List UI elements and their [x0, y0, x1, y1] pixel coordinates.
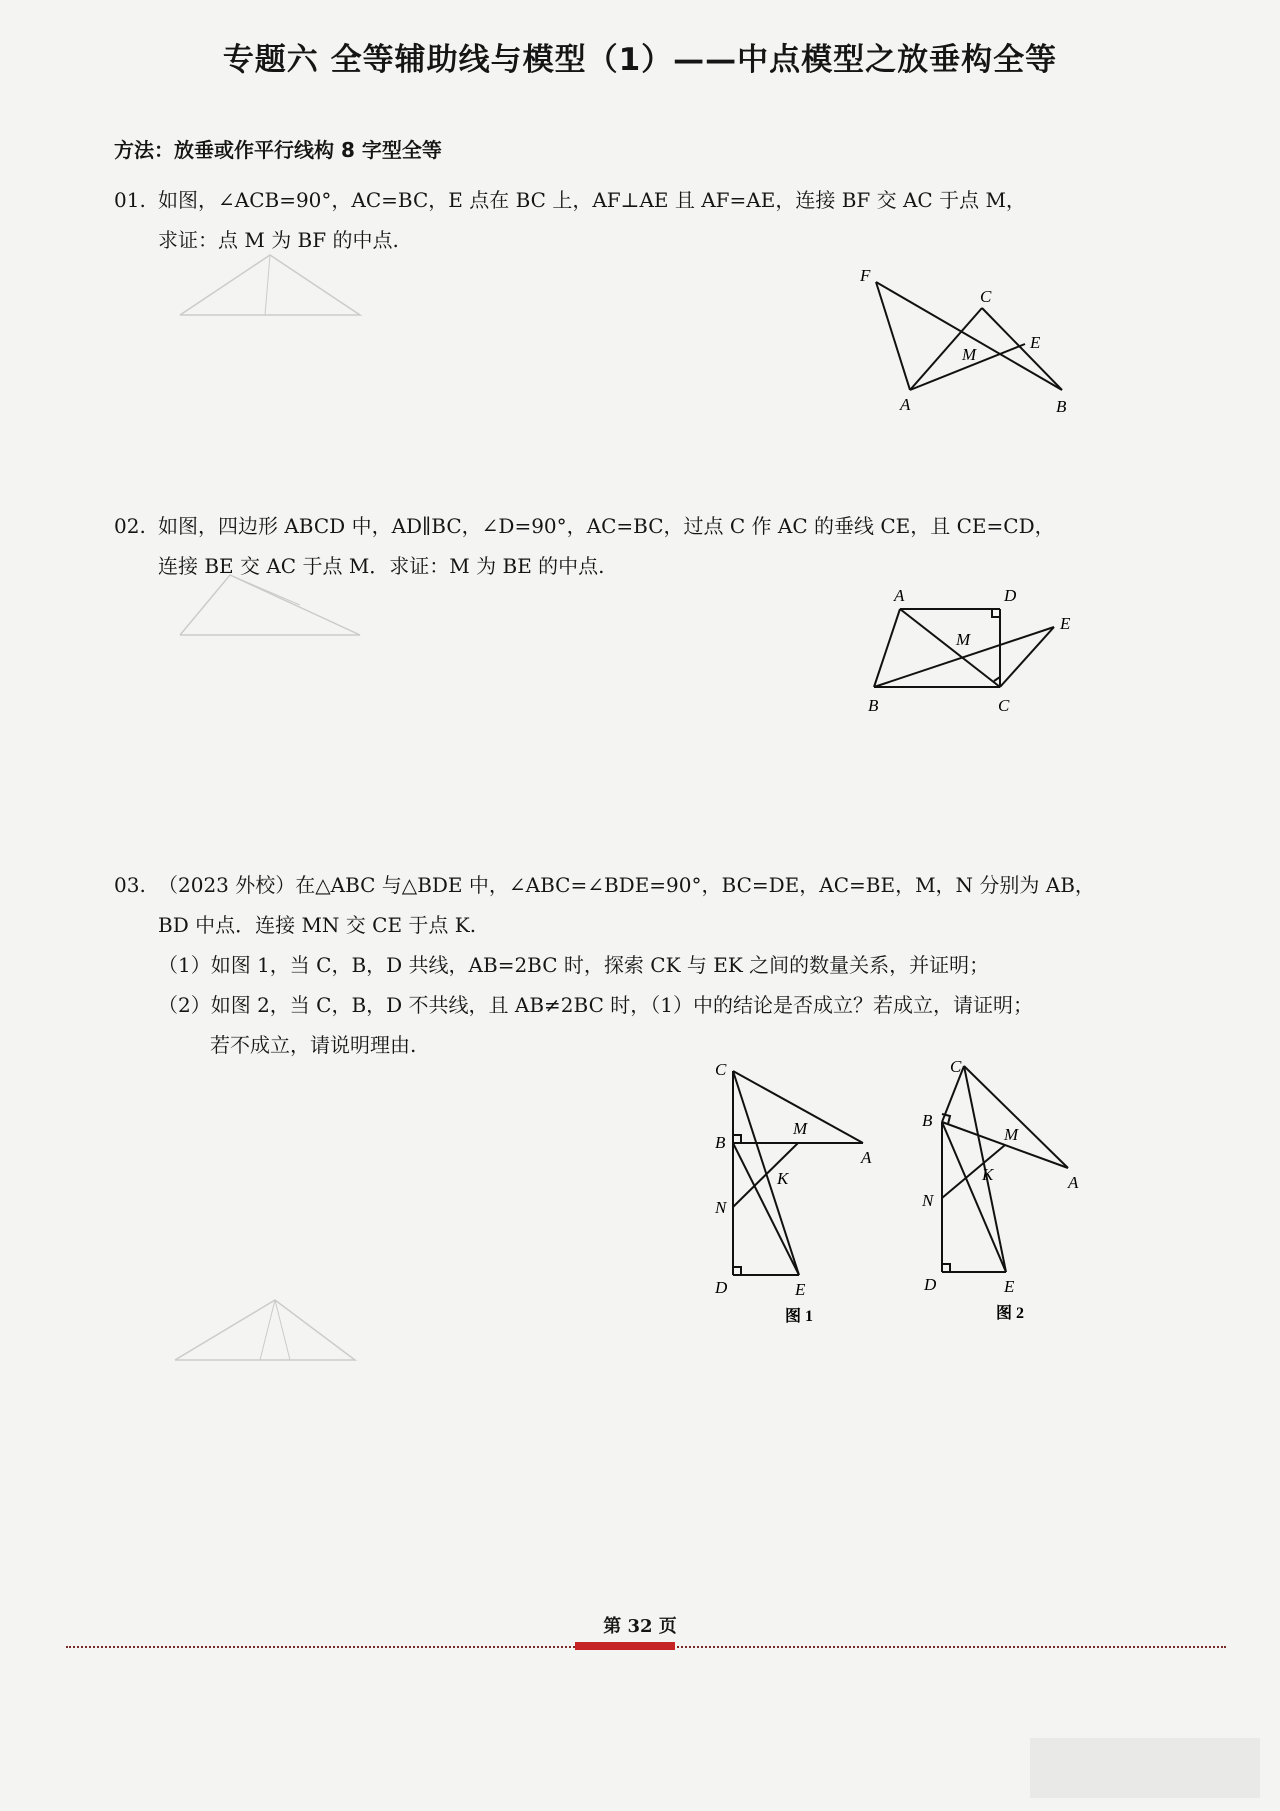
- ghost-sketch-1: [170, 245, 370, 335]
- problem-02-line-1: 如图，四边形 ABCD 中，AD∥BC，∠D=90°，AC=BC，过点 C 作 AC 的垂线 CE，且 CE=CD，: [158, 514, 1055, 538]
- problem-03-number: 03.: [114, 873, 146, 897]
- page-number: 第 32 页: [603, 1616, 677, 1637]
- page-title: 专题六 全等辅助线与模型（1）——中点模型之放垂构全等: [222, 42, 1058, 78]
- fig3a-label-k: K: [777, 1169, 789, 1188]
- fig3b-caption: 图 2: [996, 1305, 1025, 1322]
- fig2-label-b: B: [868, 696, 879, 715]
- problem-03-part-2-cont: 若不成立，请说明理由.: [210, 1033, 417, 1057]
- ghost-sketch-3: [165, 1290, 365, 1380]
- problem-03-line-1: （2023 外校）在△ABC 与△BDE 中，∠ABC=∠BDE=90°，BC=DE，AC=BE，M，N 分别为 AB，: [158, 873, 1095, 897]
- fig2-label-c: C: [998, 696, 1010, 715]
- fig1-label-a: A: [900, 395, 911, 414]
- fig3a-label-c: C: [715, 1060, 727, 1079]
- problem-01-line-2: 求证：点 M 为 BF 的中点.: [158, 228, 399, 252]
- fig2-label-m: M: [956, 630, 971, 649]
- fig1-label-f: F: [860, 266, 871, 285]
- fig1-label-c: C: [980, 287, 992, 306]
- problem-03-part-1: （1）如图 1，当 C，B，D 共线，AB=2BC 时，探索 CK 与 EK 之间的数量关系，并证明；: [158, 953, 990, 977]
- problem-03-part-2: （2）如图 2，当 C，B，D 不共线，且 AB≠2BC 时，（1）中的结论是否成立？若成立，请证明；: [158, 993, 1033, 1017]
- footer-accent-bar: [575, 1642, 675, 1650]
- fig3b-label-e: E: [1004, 1277, 1015, 1296]
- fig3a-label-b: B: [715, 1133, 726, 1152]
- fig3b-label-b: B: [922, 1111, 933, 1130]
- fig3a-caption: 图 1: [785, 1308, 814, 1325]
- fig3b-label-a: A: [1068, 1173, 1079, 1192]
- fig3a-label-d: D: [715, 1278, 728, 1297]
- problem-01-line-1: 如图，∠ACB=90°，AC=BC，E 点在 BC 上，AF⊥AE 且 AF=AE，连接 BF 交 AC 于点 M，: [158, 188, 1026, 212]
- problem-02-number: 02.: [114, 514, 146, 538]
- problem-02-line-2: 连接 BE 交 AC 于点 M．求证：M 为 BE 的中点.: [158, 554, 605, 578]
- problem-03-line-2: BD 中点．连接 MN 交 CE 于点 K.: [158, 913, 477, 937]
- fig3a-label-a: A: [861, 1148, 872, 1167]
- figure-problem-01: [850, 260, 1090, 434]
- fig3b-label-m: M: [1004, 1125, 1019, 1144]
- fig1-label-b: B: [1056, 397, 1067, 416]
- fig1-label-e: E: [1030, 333, 1041, 352]
- fig3a-label-m: M: [793, 1119, 808, 1138]
- fig2-label-a: A: [894, 586, 905, 605]
- fig3a-label-e: E: [795, 1280, 806, 1299]
- fig2-label-e: E: [1060, 614, 1071, 633]
- problem-01-number: 01.: [114, 188, 146, 212]
- figure-problem-03-fig1: [705, 1055, 885, 1325]
- fig1-label-m: M: [962, 345, 977, 364]
- ghost-sketch-2: [170, 565, 370, 655]
- fig3b-label-d: D: [924, 1275, 937, 1294]
- method-heading: 方法：放垂或作平行线构 8 字型全等: [114, 138, 442, 162]
- fig3b-label-k: K: [982, 1165, 994, 1184]
- figure-problem-02: [860, 585, 1100, 729]
- fig2-label-d: D: [1004, 586, 1017, 605]
- watermark-block: [1030, 1738, 1260, 1798]
- fig3b-label-n: N: [922, 1191, 934, 1210]
- fig3a-label-n: N: [715, 1198, 727, 1217]
- figure-problem-03-fig2: [918, 1050, 1098, 1324]
- fig3b-label-c: C: [950, 1057, 962, 1076]
